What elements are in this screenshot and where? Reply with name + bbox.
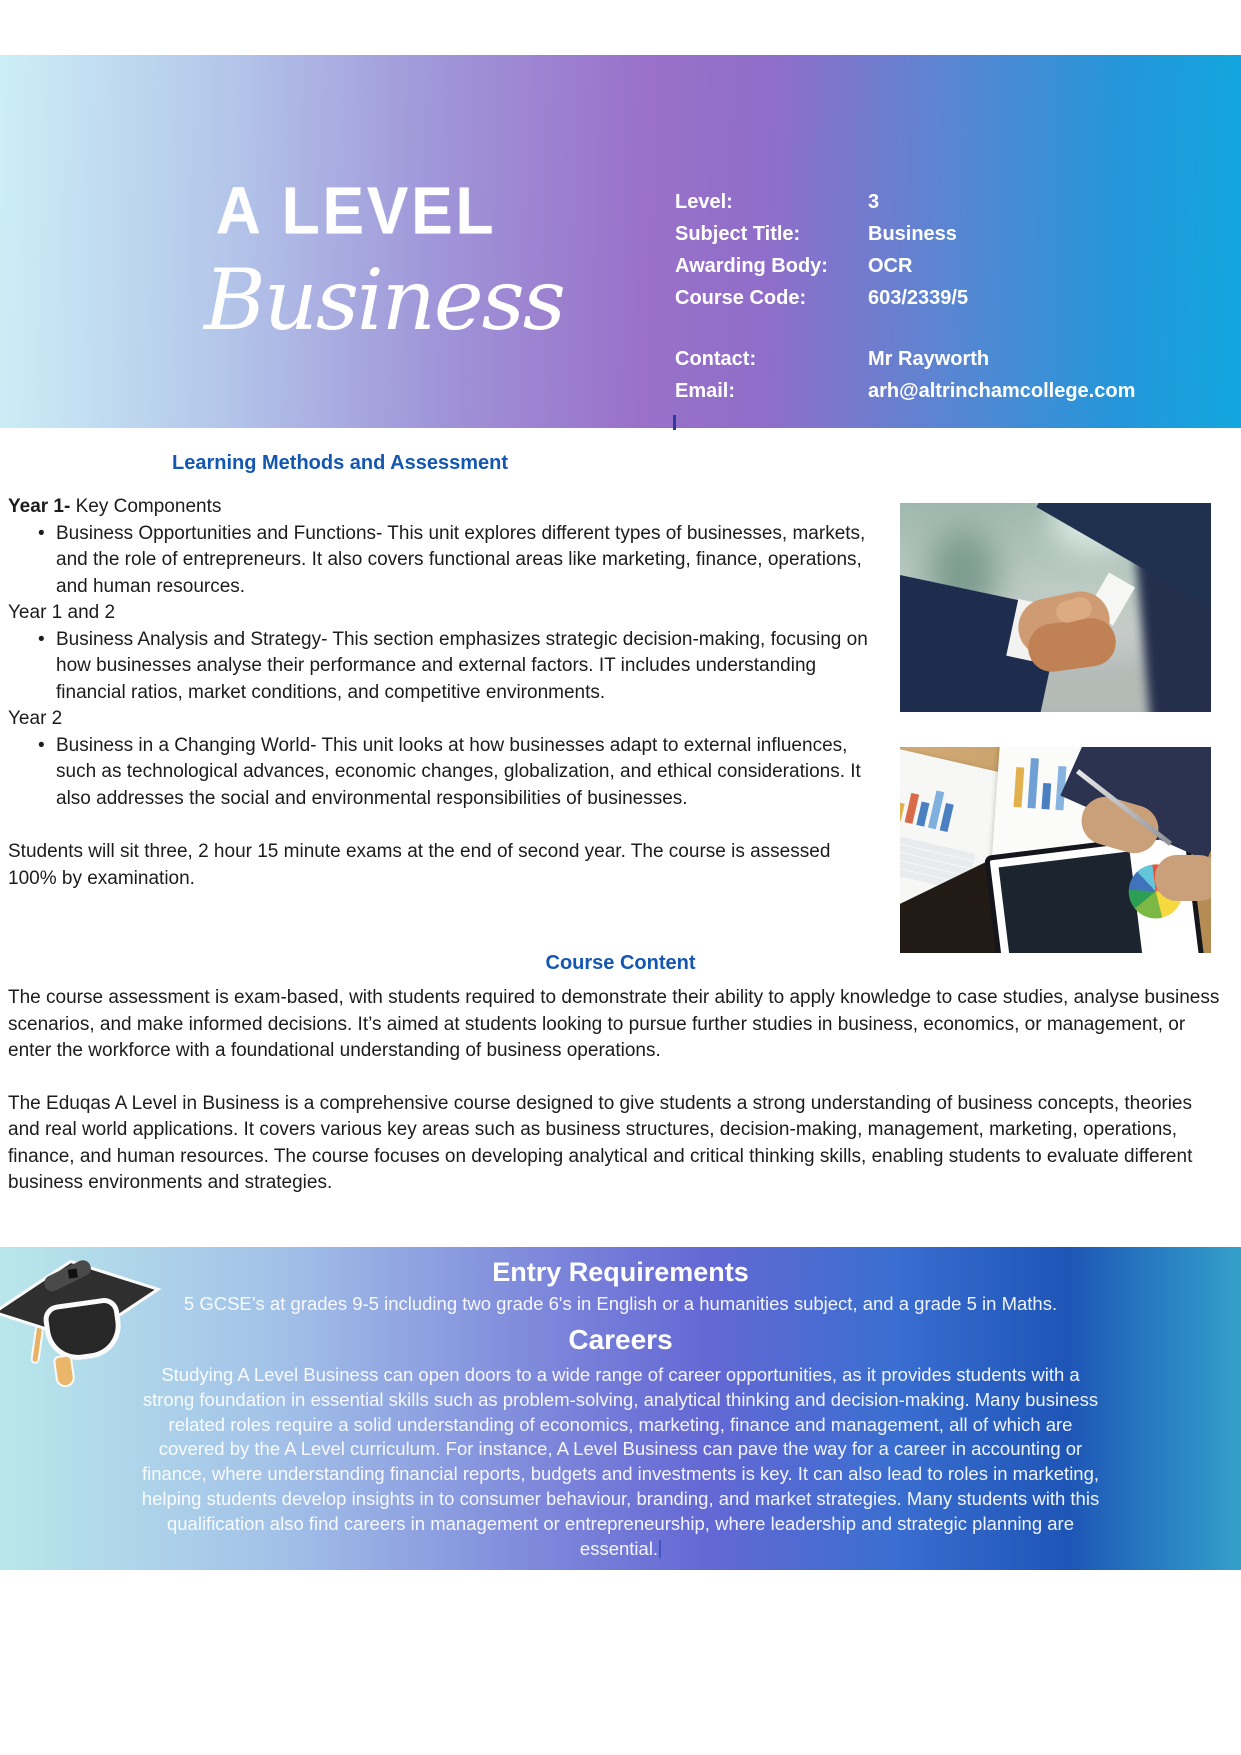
- course-content-section: [8, 985, 1226, 1197]
- assessment-text-column: [8, 494, 888, 892]
- cap-button: [68, 1268, 78, 1278]
- info-label: Email:: [675, 380, 736, 402]
- info-label: Level:: [675, 191, 733, 213]
- tassel-end: [55, 1356, 74, 1386]
- entry-requirements-text: 5 GCSE’s at grades 9-5 including two grade 6's in English or a humanities subject, and a grade 5 in Maths.: [183, 1293, 1058, 1314]
- course-subtitle-script: Business: [204, 251, 564, 349]
- info-label: Contact:: [675, 348, 757, 370]
- info-label: Course Code:: [675, 287, 807, 309]
- careers-text-body: Studying A Level Business can open doors to a wide range of career opportunities, as it provides students with a strong foundation in essential skills such as problem-solving, analytical thinking and decision-making. Many business related roles require a solid understanding of economics, marketing, finance and management, all of which are covered by the A Level curriculum. For instance, A Level Business can pave the way for a career in accounting or finance, where understanding financial reports, budgets and investments is key. It can also lead to roles in marketing, helping students develop insights in to consumer behaviour, branding, and market strategies. Many students with this qualification also find careers in management or entrepreneurship, where leadership and strategic planning are essential.: [141, 1364, 1100, 1559]
- bullet-list: [8, 733, 888, 813]
- business-handshake-photo: [900, 503, 1211, 712]
- year1-label-rest: Key Components: [70, 496, 222, 517]
- exams-paragraph: Students will sit three, 2 hour 15 minute exams at the end of second year. The course is assessed 100% by examination.: [8, 841, 831, 889]
- info-value: OCR: [868, 255, 913, 277]
- header-banner: [0, 55, 1241, 428]
- entry-requirements-heading: Entry Requirements: [492, 1257, 749, 1287]
- cap-dome: [47, 1302, 119, 1359]
- year1-label: [8, 494, 888, 521]
- footer-banner: [0, 1247, 1241, 1570]
- info-value: Mr Rayworth: [868, 348, 990, 370]
- photo-bar-chart: [900, 777, 971, 836]
- email-value: arh@altrinchamcollege.com: [868, 380, 1136, 402]
- list-item-changing-world: • Business in a Changing World- This unit looks at how businesses adapt to external influences, such as technological advances, economic changes, globalization, and ethical considerations. It also addresses the social and environmental responsibilities of businesses.: [38, 733, 888, 813]
- info-row-course-code: [675, 287, 1135, 310]
- info-value: Business: [868, 223, 957, 245]
- list-item-business-opportunities: • Business Opportunities and Functions- This unit explores different types of businesses, markets, and the role of entrepreneurs. It also covers functional areas like marketing, finance, operations, and human resources.: [38, 521, 888, 601]
- info-row-level: [675, 191, 1135, 214]
- info-value: 603/2339/5: [868, 287, 969, 309]
- info-row-email: [675, 380, 1135, 403]
- info-label: Subject Title:: [675, 223, 801, 245]
- business-charts-review-photo: [900, 747, 1211, 953]
- info-row-subject: [675, 223, 1135, 246]
- text-cursor-caret: [659, 1540, 661, 1558]
- graduation-cap-icon: [0, 1240, 174, 1417]
- course-paragraph-2: The Eduqas A Level in Business is a comprehensive course designed to give students a strong understanding of business concepts, theories and real world applications. It covers various key areas such as business structures, decision-making, management, marketing, operations, finance, and human resources. The course focuses on developing analytical and critical thinking skills, enabling students to evaluate different business environments and strategies.: [8, 1092, 1193, 1193]
- course-title: A LEVEL: [216, 174, 497, 249]
- info-row-contact: [675, 348, 1135, 371]
- spacer: [675, 319, 1135, 348]
- info-row-awarding-body: [675, 255, 1135, 278]
- photo-tablet-screen: [999, 851, 1144, 953]
- section-heading-course-content: Course Content: [545, 952, 696, 974]
- list-item-business-analysis: • Business Analysis and Strategy- This section emphasizes strategic decision-making, focusing on how businesses analyse their performance and external factors. IT includes understanding financial ratios, market conditions, and competitive environments.: [38, 627, 888, 707]
- course-paragraph-1: The course assessment is exam-based, with students required to demonstrate their ability to apply knowledge to case studies, analyse business scenarios, and make informed decisions. It’s aimed at students looking to pursue further studies in business, economics, or management, or enter the workforce with a foundational understanding of business operations.: [8, 987, 1220, 1061]
- careers-heading: Careers: [568, 1324, 673, 1355]
- info-value: 3: [868, 191, 880, 213]
- text-cursor-caret: [673, 415, 676, 430]
- info-label: Awarding Body:: [675, 255, 828, 277]
- bullet-list: [8, 521, 888, 601]
- year2-label: Year 2: [8, 708, 63, 729]
- bullet-list: [8, 627, 888, 707]
- course-info-block: [675, 191, 1135, 412]
- year1and2-label: Year 1 and 2: [8, 602, 116, 623]
- photo-fist: [1155, 855, 1211, 901]
- year1-label-bold: Year 1-: [8, 496, 71, 517]
- careers-text: [140, 1363, 1102, 1561]
- section-heading-learning-methods: Learning Methods and Assessment: [172, 452, 508, 474]
